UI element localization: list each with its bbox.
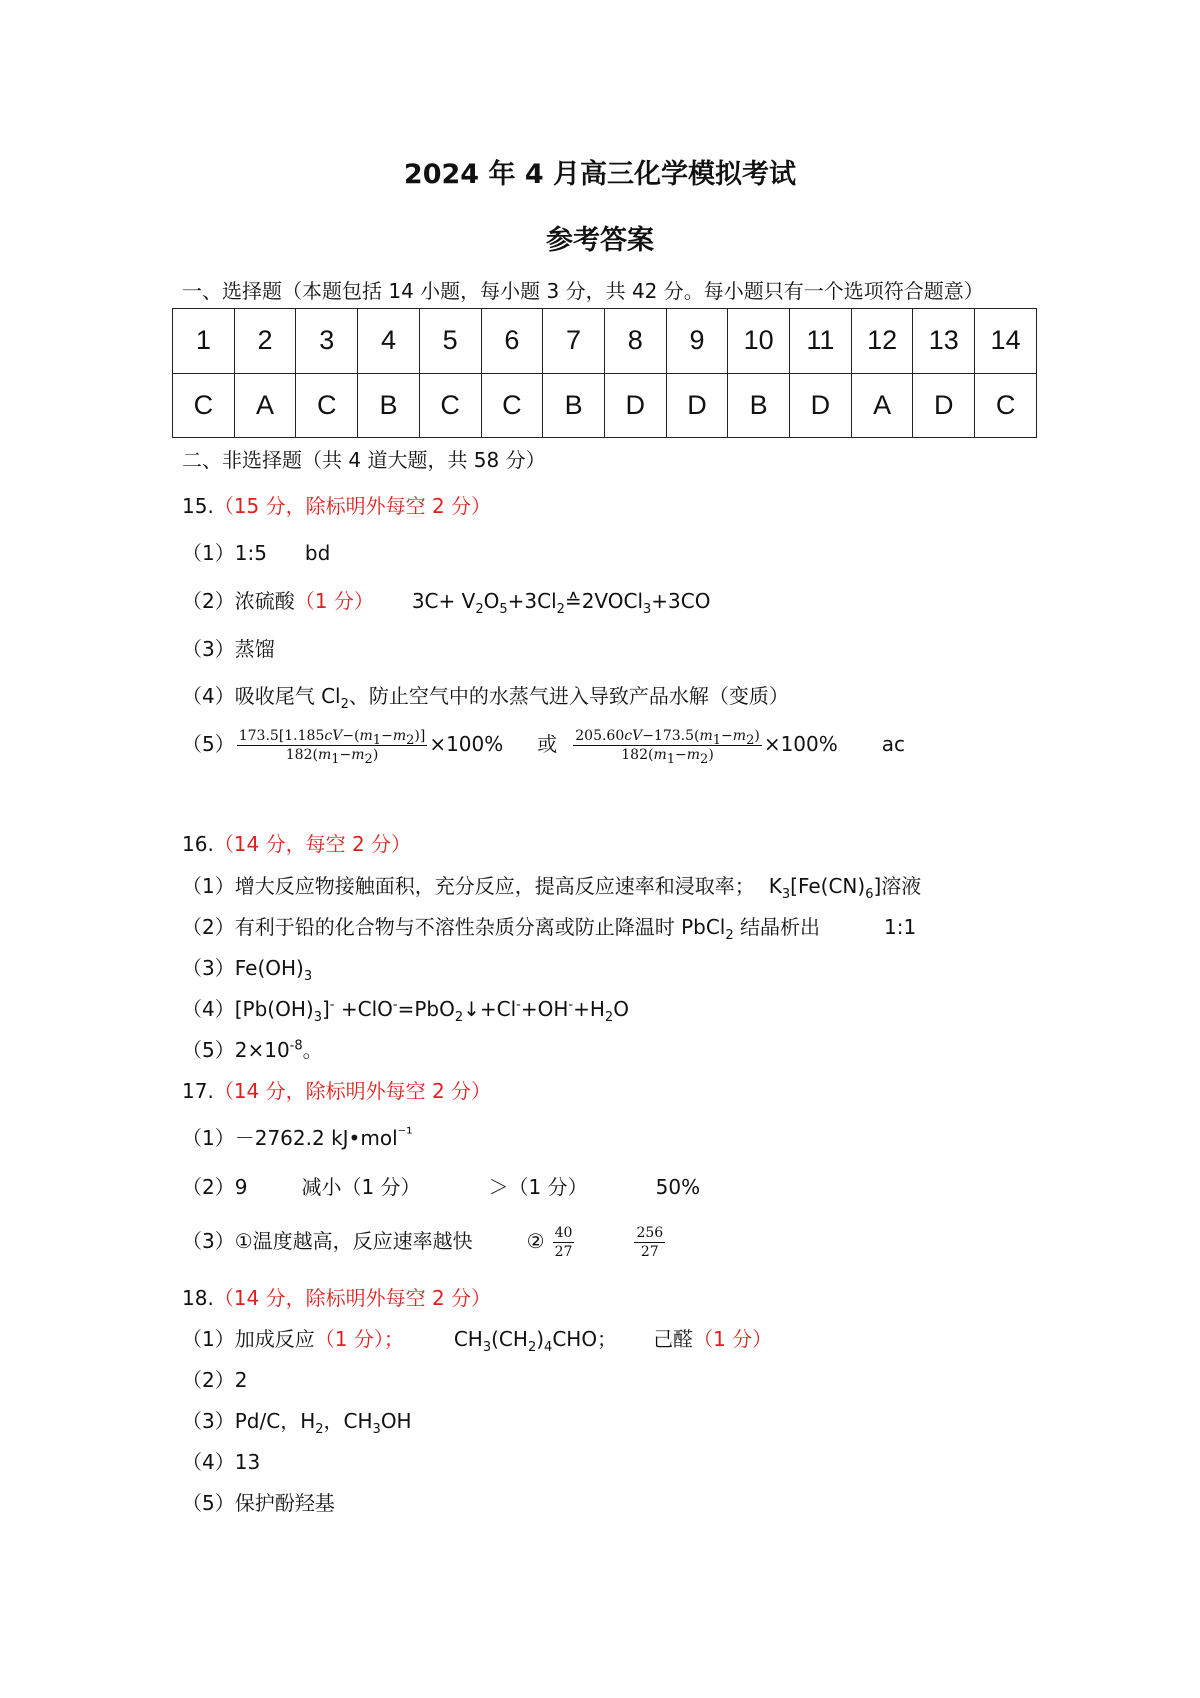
question-number: 15. [182, 494, 214, 518]
question-number-cell: 6 [481, 309, 543, 374]
q18-answer-3 [182, 1405, 412, 1437]
question-number-cell: 13 [913, 309, 975, 374]
answer-label: （4） [182, 1450, 235, 1474]
answer-text: $Fe(OH)_3$ [234, 956, 313, 984]
answer-row [173, 373, 1037, 438]
answer-label: （1） [182, 1327, 235, 1351]
answer-label: （5） [182, 732, 235, 756]
answer-text: ac [881, 732, 906, 756]
answer-cell: D [913, 373, 975, 438]
purity-formula-2: $\frac{205.60cV-173.5(m_1-m_2)}{182(m_1-m_2)}$ [575, 728, 760, 767]
q15-answer-3 [182, 633, 275, 662]
answer-cell: C [173, 373, 235, 438]
answer-text: 吸收尾气 $Cl_2$、防止空气中的水蒸气进入导致产品水解（变质） [234, 684, 789, 712]
question-number-cell: 8 [604, 309, 666, 374]
score-note: （1 分） [693, 1327, 773, 1351]
purity-formula-1: $\frac{173.5[1.185cV-(m_1-m_2)]}{182(m_1-m_2)}$ [238, 728, 426, 767]
q18-answer-5 [182, 1487, 335, 1516]
q18-header [182, 1282, 491, 1311]
answer-cell: A [234, 373, 296, 438]
answer-label: （4） [182, 997, 235, 1021]
q17-answer-3 [182, 1225, 667, 1260]
fraction-value: $\frac{256}{27}$ [636, 1225, 664, 1260]
answer-label: （2） [182, 1175, 235, 1199]
answer-text: ② [526, 1229, 545, 1253]
q15-header [182, 490, 491, 519]
answer-label: （1） [182, 1126, 235, 1150]
answer-cell: B [728, 373, 790, 438]
question-number-cell: 14 [975, 309, 1037, 374]
score-note: （1 分） [294, 589, 374, 613]
answer-text: 1:1 [884, 915, 917, 939]
question-number-row [173, 309, 1037, 374]
percent-suffix: ×100% [763, 732, 838, 756]
q18-answer-2 [182, 1364, 247, 1393]
question-number-cell: 2 [234, 309, 296, 374]
q15-answer-1 [182, 537, 330, 566]
answer-cell: C [975, 373, 1037, 438]
answer-cell: D [790, 373, 852, 438]
question-number-cell: 11 [790, 309, 852, 374]
question-number-cell: 4 [358, 309, 420, 374]
reagent-formula: $K_3[Fe(CN)_6]$溶液 [768, 874, 922, 902]
answer-label: （4） [182, 684, 235, 708]
answer-cell: C [296, 373, 358, 438]
question-number-cell: 1 [173, 309, 235, 374]
answer-text: 50% [655, 1175, 701, 1199]
answer-text: －2762.2 kJ•mol$^{^{-1}}$ [234, 1124, 413, 1150]
separator: ； [383, 1327, 404, 1351]
q16-answer-5 [182, 1034, 323, 1063]
ionic-equation: $[Pb(OH)_3]^-$ $+ClO^-=PbO_2↓+Cl^-+OH^-+H_2O$ [234, 997, 629, 1025]
answer-label: （3） [182, 1409, 235, 1433]
answer-text: bd [304, 541, 331, 565]
answer-text: ①温度越高，反应速率越快 [234, 1229, 473, 1253]
answer-text: ＞（1 分） [488, 1175, 588, 1199]
q16-answer-4 [182, 993, 629, 1025]
q16-answer-1 [182, 870, 922, 902]
answer-label: （2） [182, 589, 235, 613]
answer-text: 加成反应 [234, 1327, 315, 1351]
part1-heading: 一、选择题（本题包括 14 小题，每小题 3 分，共 42 分。每小题只有一个选项符合题意） [182, 279, 984, 303]
answer-text: 保护酚羟基 [234, 1491, 335, 1515]
answer-cell: B [543, 373, 605, 438]
question-number-cell: 5 [419, 309, 481, 374]
answer-label: （1） [182, 874, 235, 898]
answer-label: （3） [182, 637, 235, 661]
question-number-cell: 10 [728, 309, 790, 374]
answer-cell: C [419, 373, 481, 438]
q15-answer-5 [182, 728, 906, 767]
document-title: 2024 年 4 月高三化学模拟考试 [403, 159, 797, 190]
question-number: 16. [182, 832, 214, 856]
question-number-cell: 9 [666, 309, 728, 374]
q15-answer-4 [182, 680, 789, 712]
question-number-cell: 3 [296, 309, 358, 374]
answer-label: （5） [182, 1491, 235, 1515]
answer-label: （2） [182, 915, 235, 939]
q16-header [182, 828, 411, 857]
q17-answer-1 [182, 1122, 412, 1151]
document-subtitle: 参考答案 [546, 225, 654, 256]
or-word: 或 [537, 732, 558, 756]
answer-cell: A [851, 373, 913, 438]
score-note: （14 分，每空 2 分） [213, 832, 412, 856]
answer-label: （3） [182, 956, 235, 980]
answer-text: 浓硫酸 [234, 589, 295, 613]
q18-answer-1 [182, 1323, 773, 1355]
fraction-value: $\frac{40}{27}$ [554, 1225, 573, 1260]
q17-answer-2 [182, 1171, 700, 1200]
answer-text: 9 [234, 1175, 248, 1199]
answer-label: （1） [182, 541, 235, 565]
percent-suffix: ×100% [429, 732, 504, 756]
question-number: 17. [182, 1079, 214, 1103]
question-number-cell: 12 [851, 309, 913, 374]
answer-text: 2 [234, 1368, 248, 1392]
answer-label: （3） [182, 1229, 235, 1253]
q18-answer-4 [182, 1446, 260, 1475]
answer-cell: B [358, 373, 420, 438]
q15-answer-2 [182, 585, 711, 617]
part2-heading: 二、非选择题（共 4 道大题，共 58 分） [182, 448, 546, 472]
answer-text: $2\times 10^{-8}$。 [234, 1038, 323, 1062]
q16-answer-2 [182, 911, 917, 943]
answer-label: （2） [182, 1368, 235, 1392]
answer-text: Pd/C，$H_2$，$CH_3OH$ [234, 1409, 412, 1437]
q17-header [182, 1075, 491, 1104]
answer-table [172, 308, 1037, 438]
answer-text: 蒸馏 [234, 637, 275, 661]
question-number-cell: 7 [543, 309, 605, 374]
chemical-formula: $CH_3(CH_2)_4CHO$； [453, 1327, 618, 1355]
score-note: （1 分） [314, 1327, 384, 1351]
answer-label: （5） [182, 1038, 235, 1062]
answer-text: 有利于铅的化合物与不溶性杂质分离或防止降温时 PbCl$_2$ 结晶析出 [234, 915, 821, 943]
score-note: （14 分，除标明外每空 2 分） [213, 1286, 492, 1310]
chemical-equation: $3C+ V_2O_5+3Cl_2≙2VOCl_3+3CO$ [411, 589, 711, 617]
score-note: （15 分，除标明外每空 2 分） [213, 494, 492, 518]
score-note: （14 分，除标明外每空 2 分） [213, 1079, 492, 1103]
question-number: 18. [182, 1286, 214, 1310]
answer-cell: D [666, 373, 728, 438]
answer-cell: D [604, 373, 666, 438]
answer-text: 1:5 [234, 541, 267, 565]
answer-text: 减小（1 分） [301, 1175, 421, 1199]
answer-text: 13 [234, 1450, 261, 1474]
q16-answer-3 [182, 952, 313, 984]
answer-text: 己醛 [653, 1327, 694, 1351]
answer-text: 增大反应物接触面积，充分反应，提高反应速率和浸取率； [234, 874, 755, 898]
answer-cell: C [481, 373, 543, 438]
